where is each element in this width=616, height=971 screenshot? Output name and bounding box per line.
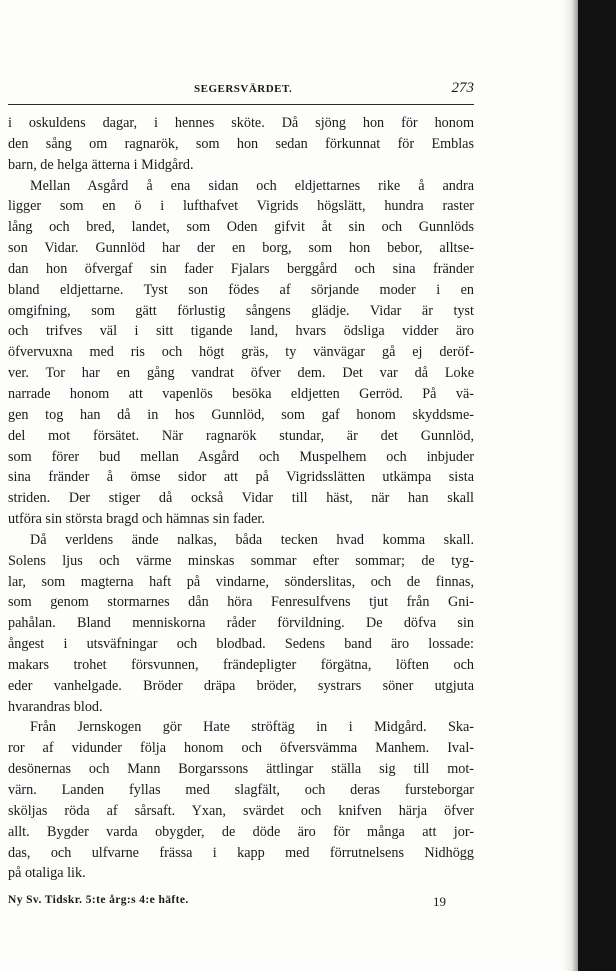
- text-line: Från Jernskogen gör Hate ströftäg in i Midgård. Ska-: [30, 719, 474, 736]
- text-line: narrade honom att vapenlös besöka eldjetten Gerröd. På vä-: [8, 385, 474, 402]
- page-footer: [8, 894, 474, 912]
- text-line: och trifves väl i sitt tigande land, hvars ödsliga vidder äro: [8, 323, 474, 340]
- text-line: hvarandras blod.: [8, 698, 103, 715]
- running-title: SEGERSVÄRDET.: [194, 83, 293, 95]
- footer-journal-reference: Ny Sv. Tidskr. 5:te årg:s 4:e häfte.: [8, 894, 189, 906]
- header-rule: [8, 104, 474, 105]
- text-line: das, och ulfvarne frässa i kapp med förrutnelsens Nidhögg: [8, 844, 474, 861]
- text-line: barn, de helga ätterna i Midgård.: [8, 156, 194, 173]
- text-line: Solens ljus och värme minskas sommar efter sommar; de tyg-: [8, 552, 474, 569]
- text-line: som genom stormarnes dån höra Fenresulfvens tjut från Gni-: [8, 594, 474, 611]
- text-line: ligger som en ö i lufthafvet Vigrids högslätt, hundra raster: [8, 198, 474, 215]
- text-line: sköljas röda af sårsaft. Yxan, svärdet och knifven härja öfver: [8, 802, 474, 819]
- text-line: lar, som magterna haft på vindarne, sönderslitas, och de finnas,: [8, 573, 474, 590]
- text-line: utföra sin största bragd och hämnas sin fader.: [8, 511, 265, 528]
- page-header: [8, 80, 474, 100]
- text-line: i oskuldens dagar, i hennes sköte. Då sjöng hon för honom: [8, 115, 474, 131]
- text-line: gen tog han då in hos Gunnlöd, som gaf honom skyddsme-: [8, 406, 474, 423]
- text-line: eder vanhelgade. Bröder dräpa bröder, systrars söner utgjuta: [8, 677, 474, 694]
- text-line: sina fränder å ömse sidor att på Vigridsslätten utkämpa sista: [8, 469, 474, 486]
- text-line: öfvervuxna med ris och högt gräs, ty vänvägar gå ej deröf-: [8, 344, 474, 361]
- text-line: värn. Landen fyllas med slagfält, och deras fursteborgar: [8, 782, 474, 798]
- text-line: desönernas och Mann Borgarssons ättlingar ställa sig till mot-: [8, 761, 474, 778]
- text-line: allt. Bygder varda obygder, de döde äro för många att jor-: [8, 823, 474, 840]
- text-line: dan hon öfvergaf sin fader Fjalars berggård och sina fränder: [8, 260, 474, 277]
- text-line: ror af vidunder följa honom och öfversvämma Manhem. Ival-: [8, 740, 474, 757]
- page-gutter-shadow: [562, 0, 578, 971]
- text-line: ångest i utsväfningar och blodbad. Sedens band äro lossade:: [8, 636, 474, 653]
- text-line: pahålan. Bland menniskorna råder förvildning. De döfva sin: [8, 615, 474, 632]
- text-line: Då verldens ände nalkas, båda tecken hvad komma skall.: [30, 531, 474, 548]
- book-binding: [578, 0, 616, 971]
- text-line: striden. Der stiger då också Vidar till häst, när han skall: [8, 490, 474, 507]
- text-line: lång och bred, landet, som Oden gifvit åt sin och Gunnlöds: [8, 219, 474, 236]
- text-line: den sång om ragnarök, som hon sedan förkunnat för Emblas: [8, 135, 474, 152]
- footer-signature-mark: 19: [433, 894, 446, 909]
- body-text: [8, 113, 474, 884]
- text-line: bland eldjettarne. Tyst son födes af sörjande moder i en: [8, 281, 474, 298]
- text-line: omgifning, som gätt förlustig sångens glädje. Vidar är tyst: [8, 302, 474, 319]
- page-number: 273: [451, 80, 474, 96]
- text-line: ver. Tor har en gång vandrat öfver dem. Det var då Loke: [8, 365, 474, 382]
- text-line: del mot försätet. När ragnarök stundar, är det Gunnlöd,: [8, 427, 474, 444]
- text-line: som förer bud mellan Asgård och Muspelhem och inbjuder: [8, 448, 474, 465]
- text-line: Mellan Asgård å ena sidan och eldjettarnes rike å andra: [30, 177, 474, 194]
- text-line: på otaliga lik.: [8, 865, 86, 882]
- text-line: son Vidar. Gunnlöd har der en borg, som hon bebor, alltse-: [8, 240, 474, 257]
- text-line: makars trohet försvunnen, frändepligter förgätna, löften och: [8, 656, 474, 673]
